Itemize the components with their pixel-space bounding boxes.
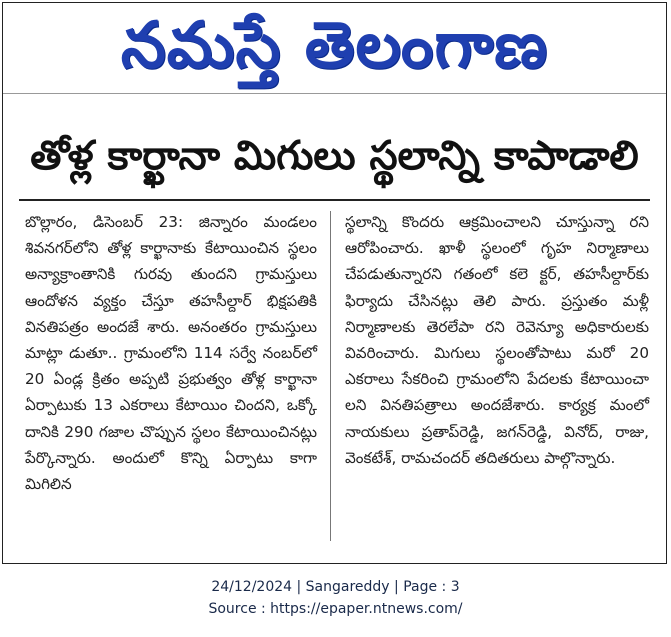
newspaper-clipping: [2, 2, 667, 564]
article-text-left: బొల్లారం, డిసెంబర్ 23: జిన్నారం మండలం శివనగర్‌లోని తోళ్ల కార్ఖానాకు కేటాయించిన స్థలం అన్యాక్రాంతానికి గురవు తుందని గ్రామస్తులు ఆందోళన వ్యక్తం చేస్తూ తహసీల్దార్ భిక్షపతికి వినతిపత్రం అందజే శారు. అనంతరం గ్రామస్తులు మాట్లా డుతూ.. గ్రామంలోని 114 సర్వే నంబర్‌లో 20 ఏండ్ల క్రితం అప్పటి ప్రభుత్వం తోళ్ల కార్ఖానా ఏర్పాటుకు 13 ఎకరాలు కేటాయిం చిందని, ఒక్కో దానికి 290 గజాల చొప్పున స్థలం కేటాయించినట్లు పేర్కొన్నారు. అందులో కొన్ని ఏర్పాటు కాగా మిగిలిన: [25, 213, 317, 494]
article-column-right: [345, 209, 649, 471]
masthead-divider: [3, 93, 666, 94]
article-headline: తోళ్ల కార్ఖానా మిగులు స్థలాన్ని కాపాడాలి: [30, 133, 639, 179]
article-text-right: స్థలాన్ని కొందరు ఆక్రమించాలని చూస్తున్నా రని ఆరోపించారు. ఖాళీ స్థలంలో గృహ నిర్మాణాలు చేపడుతున్నారని గతంలో కలె క్టర్, తహసీల్దార్‌కు ఫిర్యాదు చేసినట్లు తెలి పారు. ప్రస్తుతం మళ్లీ నిర్మాణాలకు తెరలేపా రని రెవెన్యూ అధికారులకు వివరించారు. మిగులు స్థలంతోపాటు మరో 20 ఎకరాలు సేకరించి గ్రామంలోని పేదలకు కేటాయించా లని వినతిపత్రాలు అందజేశారు. కార్యక్ర మంలో నాయకులు ప్రతాప్‌రెడ్డి, జగన్‌రెడ్డి, వినోద్, రాజు, వెంకటేశ్, రామచందర్ తదితరులు పాల్గొన్నారు.: [345, 213, 649, 467]
footer-date-line: 24/12/2024 | Sangareddy | Page : 3: [211, 579, 460, 595]
newspaper-masthead: నమస్తే తెలంగాణ: [120, 9, 549, 83]
column-divider: [330, 211, 331, 541]
article-column-left: [25, 209, 317, 497]
source-footer: [0, 576, 671, 620]
headline-divider: [19, 199, 650, 201]
footer-source-line: Source : https://epaper.ntnews.com/: [208, 601, 463, 617]
